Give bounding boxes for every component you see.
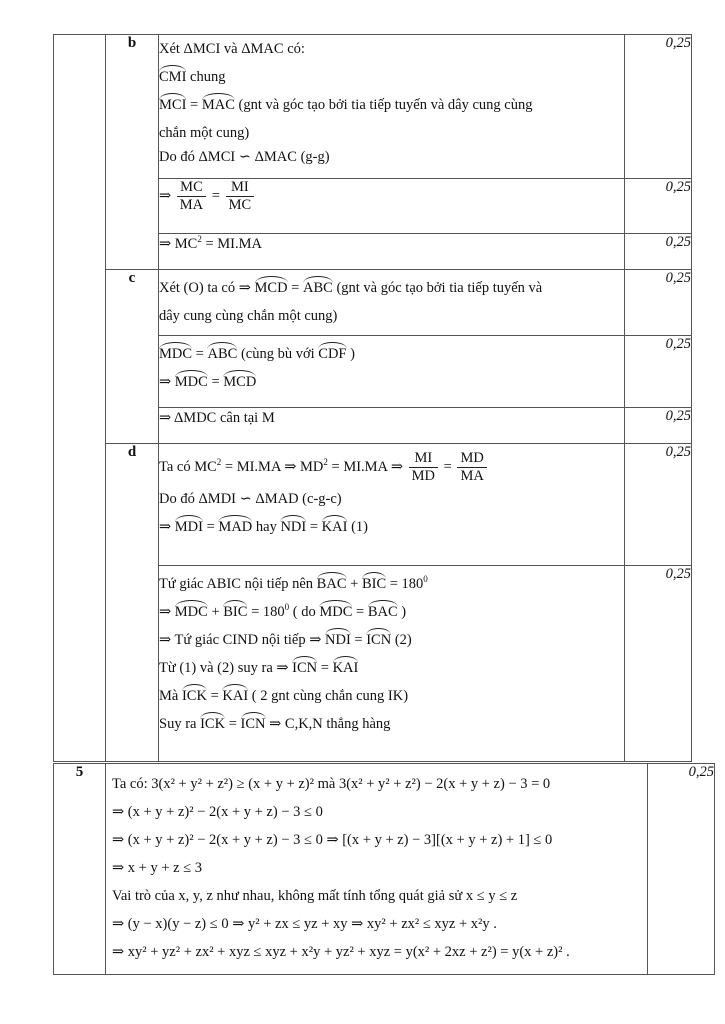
text-span: = [192,346,208,362]
angle-arc: NDI [325,632,351,648]
angle-arc: CMI [159,69,187,85]
text-span: (gnt và góc tạo bởi tia tiếp tuyến và dây cung cùng [234,97,533,113]
text-span: + [207,604,224,620]
text-line: ⇒ (y − x)(y − z) ≤ 0 ⇒ y² + zx ≤ yz + xy ⇒ xy² + zx² ≤ xyz + x²y . [112,916,497,932]
text-span: Suy ra [159,716,201,732]
text-span: = [202,519,219,535]
part-label-d: d [106,444,159,762]
question-number-cell [54,35,106,762]
angle-arc: MDC [159,346,193,362]
score-cell: 0,25 [648,764,715,975]
score-cell: 0,25 [625,234,692,270]
score-cell: 0,25 [625,270,692,336]
text-span: ⇒ [159,519,175,535]
angle-arc: MCD [223,374,257,390]
text-span: ⇒ [159,187,175,204]
text-line: dây cung cùng chắn một cung) [159,308,338,324]
text-line [159,658,624,678]
angle-arc: MAC [201,97,235,113]
text-line [159,714,624,734]
fraction [457,450,486,485]
text-span: chung [186,69,226,85]
text-line [159,602,624,622]
fraction-numerator: MD [457,450,486,468]
text-line: ⇒ (x + y + z)² − 2(x + y + z) − 3 ≤ 0 [112,804,323,820]
text-span: + [346,576,362,592]
text-span: = [306,519,322,535]
angle-arc: MDC [174,604,208,620]
text-line: Ta có: 3(x² + y² + z²) ≥ (x + y + z)² mà 3(x² + y² + z²) − 2(x + y + z) − 3 = 0 [112,776,551,792]
text-span: ( 2 gnt cùng chắn cung IK) [248,688,409,704]
text-line [159,372,624,392]
content-c1 [159,270,625,336]
text-line [159,278,624,298]
angle-arc: ICK [200,716,226,732]
angle-arc: ICN [366,632,392,648]
text-line [159,686,624,706]
text-line: Xét ΔMCI và ΔMAC có: [159,41,305,57]
text-span: Từ (1) và (2) suy ra ⇒ [159,660,293,676]
score-cell: 0,25 [625,444,692,566]
text-line: ⇒ (x + y + z)² − 2(x + y + z) − 3 ≤ 0 ⇒ [(x + y + z) − 3][(x + y + z) + 1] ≤ 0 [112,832,553,848]
content-b3 [159,234,625,270]
text-span: = 180 [247,604,285,620]
content-c2 [159,336,625,408]
angle-arc: BAC [316,576,347,592]
content-b2 [159,179,625,234]
text-span: Xét (O) ta có ⇒ [159,280,255,296]
text-line [159,344,624,364]
text-span: ⇒ Tứ giác CIND nội tiếp ⇒ [159,632,325,648]
text-span: Mà [159,688,182,704]
superscript: 2 [197,234,202,244]
text-span: ⇒ C,K,N thẳng hàng [265,716,391,732]
superscript: 0 [423,574,428,584]
text-span: ⇒ [159,604,175,620]
text-span: Ta có MC [159,458,217,475]
fraction-denominator: MD [411,468,436,484]
text-line [159,95,624,115]
fraction-denominator: MA [460,468,484,484]
content-q5 [106,764,648,975]
text-span: = [206,688,223,704]
text-span: = [287,280,303,296]
text-line [159,517,624,537]
text-span: (cùng bù với [237,346,319,362]
angle-arc: ICN [292,660,318,676]
superscript: 2 [323,456,328,467]
text-span: (1) [347,519,368,535]
text-span: ) [346,346,355,362]
question-number-5: 5 [54,764,106,975]
text-span: = [440,458,456,475]
text-line [159,450,624,485]
fraction-numerator: MC [177,179,206,197]
angle-arc: MDC [174,374,208,390]
angle-arc: MCI [159,97,187,113]
text-span: (gnt và góc tạo bởi tia tiếp tuyến và [332,280,543,296]
text-line: Do đó ΔMDI ∽ ΔMAD (c-g-c) [159,491,342,507]
superscript: 2 [216,456,222,467]
score-cell: 0,25 [625,566,692,762]
fraction [177,179,206,214]
text-line [159,67,624,87]
score-cell: 0,25 [625,408,692,444]
text-line: Do đó ΔMCI ∽ ΔMAC (g-g) [159,149,330,165]
angle-arc: KAI [321,519,348,535]
angle-arc: MCD [254,280,288,296]
fraction [226,179,255,214]
score-cell: 0,25 [625,336,692,408]
content-d1 [159,444,625,566]
text-span: = MI.MA ⇒ MD [221,458,324,475]
angle-arc: CDF [318,346,347,362]
fraction-numerator: MI [409,450,438,468]
text-line: chắn một cung) [159,125,250,141]
text-line: ⇒ xy² + yz² + zx² + xyz ≤ xyz + x²y + yz² + xyz = y(x² + 2xz + z²) = y(x + z)² . [112,944,570,960]
answer-table [53,34,692,762]
text-span: = [317,660,333,676]
content-b1 [159,35,625,179]
fraction-denominator: MA [179,197,204,213]
fraction [409,450,438,485]
text-span: Tứ giác ABIC nội tiếp nên [159,576,317,592]
text-span: (2) [391,632,412,648]
angle-arc: ABC [302,280,333,296]
score-cell: 0,25 [625,179,692,234]
angle-arc: KAI [222,688,249,704]
text-span: = 180 [386,576,424,592]
question-5-table [53,763,715,975]
angle-arc: MDI [174,519,203,535]
angle-arc: BAC [367,604,398,620]
part-label-c: c [106,270,159,444]
angle-arc: MAD [218,519,253,535]
score-cell: 0,25 [625,35,692,179]
angle-arc: ICN [240,716,266,732]
text-span: = [208,187,224,204]
part-label-b: b [106,35,159,270]
text-span: ⇒ MC [159,236,198,252]
text-span: = [225,716,241,732]
angle-arc: MDC [319,604,353,620]
text-span: ( do [289,604,320,620]
text-line: ⇒ x + y + z ≤ 3 [112,860,203,876]
text-span: = [352,604,368,620]
text-line: Vai trò của x, y, z như nhau, không mất tính tổng quát giả sử x ≤ y ≤ z [112,888,518,904]
angle-arc: NDI [280,519,307,535]
angle-arc: BIC [361,576,387,592]
text-span: ⇒ [159,374,175,390]
text-line [159,630,624,650]
content-c3: ⇒ ΔMDC cân tại M [159,408,625,444]
text-span: = MI.MA [201,236,262,252]
superscript: 0 [284,602,290,612]
angle-arc: ABC [207,346,238,362]
text-span: = [350,632,367,648]
content-d2 [159,566,625,762]
angle-arc: KAI [332,660,359,676]
text-span: = [207,374,224,390]
text-span: ) [397,604,407,620]
angle-arc: BIC [223,604,248,620]
text-span: hay [252,519,281,535]
fraction-numerator: MI [226,179,255,197]
text-span: = [186,97,202,113]
fraction-denominator: MC [228,197,252,213]
angle-arc: ICK [181,688,207,704]
text-span: = MI.MA ⇒ [327,458,407,475]
text-line [159,574,624,594]
